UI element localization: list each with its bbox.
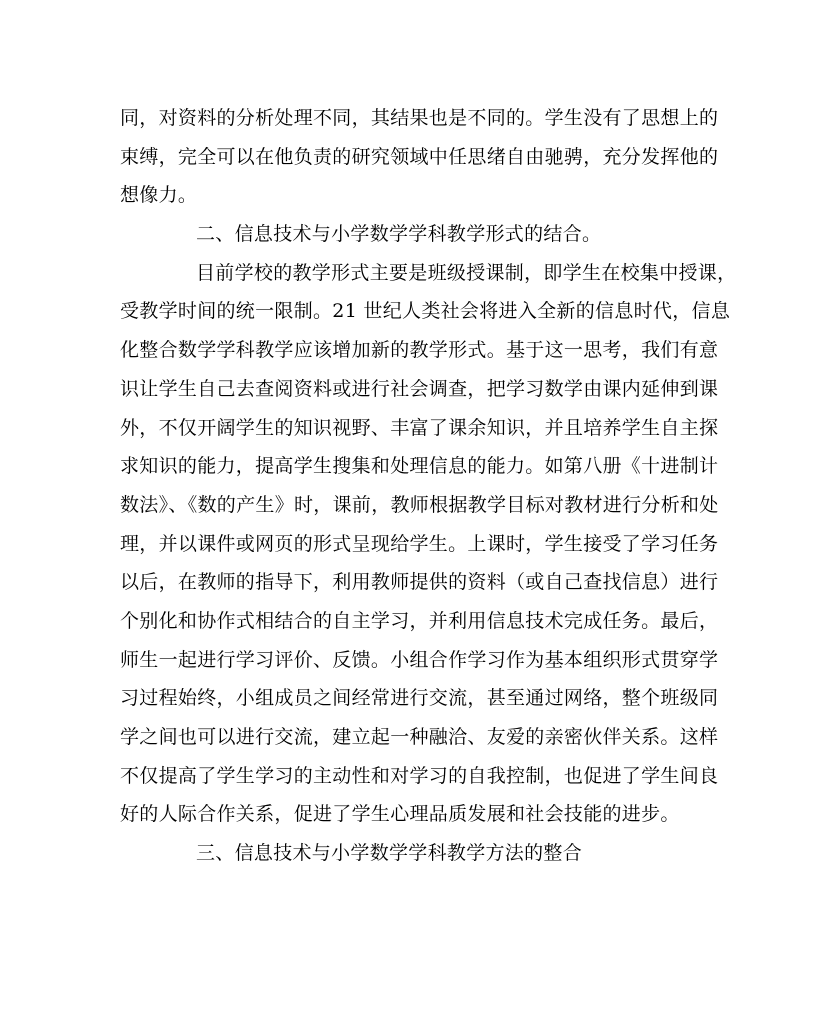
text-line: 数法》、《数的产生》时，课前，教师根据教学目标对教材进行分析和处 <box>120 493 719 516</box>
text-line: 学之间也可以进行交流，建立起一种融洽、友爱的亲密伙伴关系。这样 <box>120 726 719 748</box>
paragraph-main <box>120 254 737 834</box>
text-line: 想像力。 <box>120 184 198 207</box>
text-line: 个别化和协作式相结合的自主学习，并利用信息技术完成任务。最后， <box>120 609 719 632</box>
text-line: 外，不仅开阔学生的知识视野、丰富了课余知识，并且培养学生自主探 <box>120 416 719 439</box>
text-line: 求知识的能力，提高学生搜集和处理信息的能力。如第八册《十进制计 <box>120 455 719 478</box>
text-line: 识让学生自己去查阅资料或进行社会调查，把学习数学由课内延伸到课 <box>120 377 719 400</box>
text-line: 不仅提高了学生学习的主动性和对学习的自我控制，也促进了学生间良 <box>120 764 719 787</box>
text-line: 化整合数学学科教学应该增加新的教学形式。基于这一思考，我们有意 <box>120 339 719 362</box>
document-body <box>120 99 737 873</box>
text-line: 以后，在教师的指导下，利用教师提供的资料（或自己查找信息）进行 <box>120 571 719 594</box>
section-heading-three: 三、信息技术与小学数学学科教学方法的整合 <box>196 842 583 865</box>
text-line: 受教学时间的统一限制。21 世纪人类社会将进入全新的信息时代，信息 <box>120 300 731 323</box>
text-line: 师生一起进行学习评价、反馈。小组合作学习作为基本组织形式贯穿学 <box>120 648 719 671</box>
text-line: 理，并以课件或网页的形式呈现给学生。上课时，学生接受了学习任务 <box>120 532 719 555</box>
paragraph-continuation <box>120 99 719 215</box>
text-line: 目前学校的教学形式主要是班级授课制，即学生在校集中授课， <box>196 261 737 284</box>
section-heading-two: 二、信息技术与小学数学学科教学形式的结合。 <box>196 223 602 246</box>
text-line: 习过程始终，小组成员之间经常进行交流，甚至通过网络，整个班级同 <box>120 687 719 710</box>
text-line: 好的人际合作关系，促进了学生心理品质发展和社会技能的进步。 <box>120 803 680 826</box>
text-line: 束缚，完全可以在他负责的研究领域中任思绪自由驰骋，充分发挥他的 <box>120 145 719 168</box>
text-line: 同，对资料的分析处理不同，其结果也是不同的。学生没有了思想上的 <box>120 107 719 129</box>
